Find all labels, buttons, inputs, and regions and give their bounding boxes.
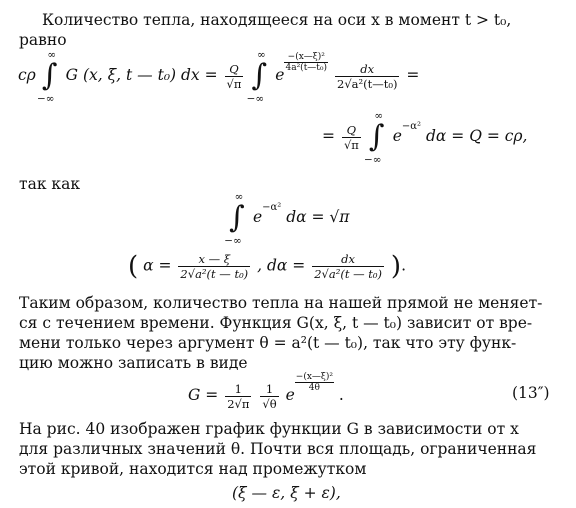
eq5-fraction-2: $\frac{1}{√\theta}$ [262, 381, 277, 411]
eq1-exponential: e [275, 66, 285, 84]
eq1-tail: = [406, 66, 420, 84]
tak-kak-text: так как [19, 175, 81, 193]
eq1-left: cρ [18, 66, 36, 84]
eq5-fraction-1: $\frac{1}{2√\pi}$ [227, 381, 250, 411]
eq1-fraction-2: $\frac{dx}{\text{2√a²(t—t₀)}}$ [337, 61, 398, 91]
eq4-fraction-1: $\frac{x — \xi}{\text{2√a²(t — t₀)}}$ [180, 252, 249, 281]
paragraph-1-line-2: равно [19, 31, 67, 49]
equation-2 [322, 110, 528, 166]
paragraph-3-line-3: этой кривой, находится над промежутком [19, 460, 367, 478]
eq1-fraction-1: $\frac{Q}{√\pi}$ [226, 61, 242, 91]
integral-symbol: ∞ ∫ −∞ [363, 110, 385, 166]
eq2-tail: dα = Q = cρ, [425, 127, 528, 145]
eq3-tail: dα = √π [286, 208, 350, 226]
paragraph-1-line-1: Количество тепла, находящееся на оси x в момент t > t₀, [42, 11, 512, 29]
eq4-fraction-2: $\frac{dx}{\text{2√a²(t — t₀)}}$ [314, 252, 382, 281]
integral-symbol: ∞ ∫ −∞ [36, 49, 58, 105]
equation-1 [18, 49, 420, 105]
integral-symbol: ∞ ∫ −∞ [224, 191, 245, 247]
eq5-G: G = [188, 386, 219, 404]
eq4-alpha: α = [143, 256, 172, 275]
paragraph-3-line-2: для различных значений θ. Почти вся площадь, ограниченная [19, 440, 537, 458]
eq2-exponential: e [392, 127, 402, 145]
eq2-lead: = [322, 127, 335, 145]
paragraph-2-line-1: Таким образом, количество тепла на нашей прямой не меняет- [19, 294, 543, 312]
eq5-exponent: $\frac{\text{−(x—ξ)²}}{4\theta}$ [295, 372, 333, 393]
integral-symbol: ∞ ∫ −∞ [246, 49, 267, 105]
paragraph-2-line-2: ся с течением времени. Функция G(x, ξ, t — t₀) зависит от вре- [19, 314, 533, 332]
interval-expression: (ξ — ε, ξ + ε), [232, 484, 341, 502]
eq5-tail: . [338, 386, 344, 404]
eq5-exponential: e [285, 386, 295, 404]
eq1-exponent: $\frac{\text{−(x—ξ)²}}{\text{4a²(t—t₀)}}$ [285, 52, 328, 73]
equation-3 [224, 191, 350, 247]
equation-13 [188, 372, 344, 411]
paragraph-2-line-4: цию можно записать в виде [19, 354, 248, 372]
eq4-mid: , dα = [257, 256, 306, 275]
eq3-exponential: e [252, 208, 263, 226]
eq2-fraction: $\frac{Q}{√\pi}$ [343, 122, 359, 152]
equation-number: (13″) [512, 384, 550, 402]
eq1-integrand: G (x, ξ, t — t₀) dx = [65, 66, 218, 84]
eq2-exponent: −α² [401, 121, 422, 132]
eq3-exponent: −α² [262, 202, 282, 213]
equation-4: ( α = $\frac{x — \xi}{\text{2√a²(t — t₀)}}$ , dα = $\frac{dx}{\text{2√a²(t — t₀)}}$ ). [128, 251, 406, 282]
paragraph-2-line-3: мени только через аргумент θ = a²(t — t₀), так что эту функ- [19, 334, 517, 352]
paragraph-3-line-1: На рис. 40 изображен график функции G в зависимости от x [19, 420, 519, 438]
